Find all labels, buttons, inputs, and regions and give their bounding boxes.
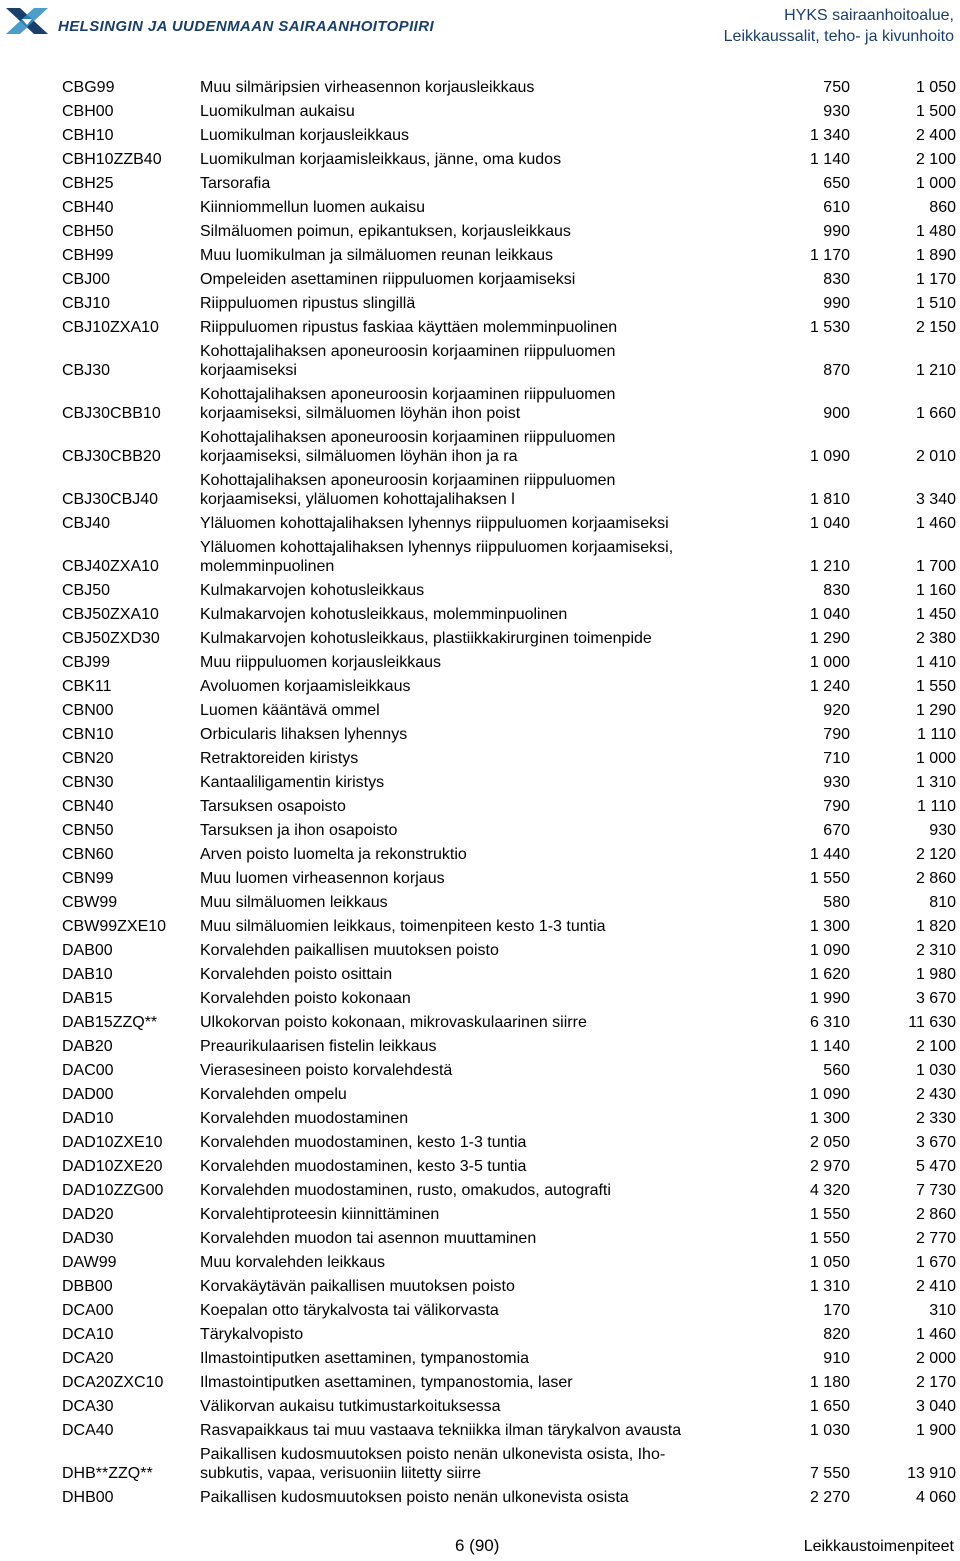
table-row [0,1011,960,1035]
procedure-description: Kiinniommellun luomen aukaisu [200,199,426,216]
procedure-code: CBJ10 [62,295,111,312]
procedure-table [0,76,960,1510]
procedure-code: DCA30 [62,1398,114,1415]
table-row [0,426,960,469]
price-value-2: 930 [929,822,956,839]
procedure-code: CBH00 [62,103,114,120]
table-row [0,579,960,603]
procedure-description: Korvalehden paikallisen muutoksen poisto [200,942,499,959]
procedure-code: DAD20 [62,1206,114,1223]
procedure-description: Muu luomen virheasennon korjaus [200,870,445,887]
price-value-2: 810 [929,894,956,911]
table-row [0,939,960,963]
price-value-2: 2 100 [915,151,956,168]
procedure-description: Kulmakarvojen kohotusleikkaus [200,582,425,599]
procedure-code: DAD10ZXE10 [62,1134,163,1151]
procedure-description: Muu silmäluomien leikkaus, toimenpiteen kesto 1-3 tuntia [200,918,606,935]
procedure-code: DCA00 [62,1302,114,1319]
table-row [0,1486,960,1510]
price-value-1: 1 140 [809,151,850,168]
price-value-1: 1 550 [809,870,850,887]
table-row [0,1107,960,1131]
procedure-code: DAB15 [62,990,113,1007]
table-row [0,196,960,220]
procedure-code: CBH99 [62,247,114,264]
procedure-code: CBJ50ZXD30 [62,630,160,647]
page-header [0,0,960,50]
procedure-code: CBJ30 [62,362,111,379]
table-row [0,747,960,771]
procedure-description: Ilmastointiputken asettaminen, tympanostomia, laser [200,1374,573,1391]
price-value-1: 990 [823,223,850,240]
procedure-code: CBH25 [62,175,114,192]
table-row [0,1035,960,1059]
procedure-code: CBN10 [62,726,114,743]
price-value-1: 1 620 [809,966,850,983]
price-value-1: 830 [823,582,850,599]
procedure-description: Korvalehden poisto kokonaan [200,990,411,1007]
table-row [0,1227,960,1251]
procedure-description: Korvalehden ompelu [200,1086,347,1103]
table-row [0,675,960,699]
table-row [0,469,960,512]
procedure-description: Muu luomikulman ja silmäluomen reunan leikkaus [200,247,554,264]
procedure-code: DCA10 [62,1326,114,1343]
price-value-2: 860 [929,199,956,216]
procedure-code: CBK11 [62,678,112,695]
price-value-1: 7 550 [809,1465,850,1482]
procedure-code: CBN50 [62,822,114,839]
procedure-description: Korvakäytävän paikallisen muutoksen poisto [200,1278,515,1295]
price-value-1: 1 210 [809,558,850,575]
cross-logo-icon [4,4,50,38]
price-value-1: 870 [823,362,850,379]
price-value-1: 1 050 [809,1254,850,1271]
price-value-2: 1 510 [915,295,956,312]
price-value-2: 1 000 [915,175,956,192]
procedure-description: Korvalehden poisto osittain [200,966,393,983]
table-row [0,148,960,172]
procedure-code: CBJ10ZXA10 [62,319,159,336]
procedure-description: Muu silmäripsien virheasennon korjausleikkaus [200,79,535,96]
price-value-1: 6 310 [809,1014,850,1031]
price-value-1: 750 [823,79,850,96]
price-value-1: 710 [823,750,850,767]
procedure-description: Välikorvan aukaisu tutkimustarkoituksessa [200,1398,501,1415]
header-department: Leikkaussalit, teho- ja kivunhoito [723,28,954,45]
price-value-1: 1 310 [809,1278,850,1295]
table-row [0,915,960,939]
price-value-1: 910 [823,1350,850,1367]
procedure-code: DAB00 [62,942,113,959]
procedure-description: Silmäluomen poimun, epikantuksen, korjausleikkaus [200,223,571,240]
procedure-code: DCA40 [62,1422,114,1439]
table-row [0,699,960,723]
table-row [0,795,960,819]
price-value-2: 1 410 [915,654,956,671]
price-value-1: 1 290 [809,630,850,647]
procedure-description: Korvalehtiproteesin kiinnittäminen [200,1206,440,1223]
procedure-description: Vierasesineen poisto korvalehdestä [200,1062,453,1079]
procedure-description: Kulmakarvojen kohotusleikkaus, plastiikkakirurginen toimenpide [200,630,652,647]
procedure-code: CBN20 [62,750,114,767]
price-value-2: 2 010 [915,448,956,465]
price-value-2: 1 900 [915,1422,956,1439]
price-value-2: 1 110 [917,798,956,815]
procedure-code: CBJ30CBB10 [62,405,161,422]
procedure-code: DAC00 [62,1062,114,1079]
table-row [0,1083,960,1107]
procedure-description: Tarsuksen osapoisto [200,798,346,815]
price-value-2: 1 500 [915,103,956,120]
table-row [0,723,960,747]
price-value-2: 1 460 [915,1326,956,1343]
procedure-code: DCA20ZXC10 [62,1374,164,1391]
table-row [0,771,960,795]
header-unit [724,5,954,47]
price-value-2: 11 630 [908,1014,956,1031]
table-row [0,1179,960,1203]
page-number: 6 (90) [455,1536,500,1555]
procedure-description: Kohottajalihaksen aponeuroosin korjaaminen riippuluomen korjaamiseksi, silmäluomen löyhän ihon poist [200,386,616,422]
procedure-description: Paikallisen kudosmuutoksen poisto nenän ulkonevista osista [200,1489,629,1506]
procedure-description: Riippuluomen ripustus slingillä [200,295,416,312]
price-value-2: 1 160 [915,582,956,599]
procedure-code: CBJ50 [62,582,111,599]
price-value-2: 2 170 [915,1374,956,1391]
price-value-2: 1 980 [915,966,956,983]
price-value-2: 2 000 [915,1350,956,1367]
price-value-2: 3 670 [915,990,956,1007]
price-value-1: 1 090 [809,942,850,959]
price-value-2: 3 040 [915,1398,956,1415]
price-value-1: 170 [823,1302,850,1319]
price-value-1: 2 050 [809,1134,850,1151]
price-value-1: 1 530 [809,319,850,336]
table-row [0,172,960,196]
price-value-2: 5 470 [915,1158,956,1175]
procedure-description: Ompeleiden asettaminen riippuluomen korjaamiseksi [200,271,576,288]
table-row [0,1203,960,1227]
procedure-description: Rasvapaikkaus tai muu vastaava tekniikka ilman tärykalvon avausta [200,1422,682,1439]
procedure-code: CBG99 [62,79,115,96]
procedure-description: Retraktoreiden kiristys [200,750,359,767]
price-value-2: 2 860 [915,1206,956,1223]
procedure-code: DBB00 [62,1278,113,1295]
price-value-2: 2 860 [915,870,956,887]
price-value-2: 1 000 [915,750,956,767]
price-value-1: 670 [823,822,850,839]
price-value-2: 2 330 [915,1110,956,1127]
price-value-1: 790 [823,726,850,743]
price-value-1: 650 [823,175,850,192]
price-value-2: 1 700 [915,558,956,575]
table-row [0,268,960,292]
procedure-code: CBJ30CBB20 [62,448,161,465]
procedure-code: CBJ00 [62,271,111,288]
procedure-code: DAB10 [62,966,113,983]
table-row [0,220,960,244]
table-row [0,76,960,100]
price-value-1: 930 [823,103,850,120]
price-value-1: 1 030 [809,1422,850,1439]
price-value-2: 1 660 [915,405,956,422]
price-value-2: 2 120 [915,846,956,863]
table-row [0,383,960,426]
procedure-description: Kohottajalihaksen aponeuroosin korjaaminen riippuluomen korjaamiseksi, yläluomen kohottajalihaksen l [200,472,616,508]
procedure-description: Korvalehden muodostaminen, kesto 1-3 tuntia [200,1134,527,1151]
table-row [0,316,960,340]
table-row [0,292,960,316]
table-row [0,1323,960,1347]
procedure-code: CBH10ZZB40 [62,151,162,168]
price-value-2: 2 430 [915,1086,956,1103]
procedure-code: CBW99ZXE10 [62,918,167,935]
price-value-1: 580 [823,894,850,911]
price-value-2: 1 110 [917,726,956,743]
table-row [0,603,960,627]
price-value-1: 1 040 [809,515,850,532]
price-value-2: 1 210 [915,362,956,379]
price-value-2: 1 890 [915,247,956,264]
procedure-description: Tarsorafia [200,175,271,192]
procedure-description: Kantaaliligamentin kiristys [200,774,385,791]
price-value-1: 1 090 [809,1086,850,1103]
procedure-code: CBN60 [62,846,114,863]
price-value-1: 1 340 [809,127,850,144]
price-value-2: 1 050 [915,79,956,96]
price-value-1: 820 [823,1326,850,1343]
procedure-code: CBJ30CBJ40 [62,491,159,508]
table-row [0,1299,960,1323]
price-value-2: 2 380 [915,630,956,647]
procedure-code: CBN99 [62,870,114,887]
price-value-1: 4 320 [809,1182,850,1199]
table-row [0,1347,960,1371]
price-value-2: 13 910 [907,1465,956,1482]
price-value-1: 1 300 [809,918,850,935]
procedure-description: Kulmakarvojen kohotusleikkaus, molemminpuolinen [200,606,568,623]
price-value-2: 1 030 [915,1062,956,1079]
procedure-code: DAD30 [62,1230,114,1247]
price-value-1: 1 000 [809,654,850,671]
table-row [0,819,960,843]
procedure-code: CBJ99 [62,654,111,671]
table-row [0,100,960,124]
price-value-1: 930 [823,774,850,791]
price-value-2: 1 670 [915,1254,956,1271]
price-value-2: 4 060 [915,1489,956,1506]
price-value-1: 560 [823,1062,850,1079]
price-value-2: 2 410 [915,1278,956,1295]
procedure-description: Luomikulman korjaamisleikkaus, jänne, oma kudos [200,151,562,168]
price-value-1: 1 810 [809,491,850,508]
procedure-description: Korvalehden muodostaminen [200,1110,409,1127]
price-value-1: 2 270 [809,1489,850,1506]
procedure-description: Orbicularis lihaksen lyhennys [200,726,408,743]
price-value-2: 1 170 [915,271,956,288]
procedure-description: Muu korvalehden leikkaus [200,1254,385,1271]
table-row [0,536,960,579]
procedure-code: DAW99 [62,1254,117,1271]
price-value-2: 3 340 [915,491,956,508]
procedure-description: Luomikulman aukaisu [200,103,355,120]
price-value-1: 830 [823,271,850,288]
procedure-code: DAB15ZZQ** [62,1014,158,1031]
price-value-1: 1 300 [809,1110,850,1127]
price-value-1: 2 970 [809,1158,850,1175]
price-value-2: 2 770 [915,1230,956,1247]
procedure-code: CBH40 [62,199,114,216]
table-row [0,843,960,867]
price-value-2: 1 480 [915,223,956,240]
price-value-1: 1 180 [809,1374,850,1391]
procedure-description: Korvalehden muodostaminen, kesto 3-5 tuntia [200,1158,527,1175]
table-row [0,1275,960,1299]
procedure-description: Kohottajalihaksen aponeuroosin korjaaminen riippuluomen korjaamiseksi [200,343,616,379]
procedure-description: Korvalehden muodon tai asennon muuttaminen [200,1230,537,1247]
footer-title: Leikkaustoimenpiteet [803,1538,954,1555]
price-value-1: 1 240 [809,678,850,695]
procedure-description: Avoluomen korjaamisleikkaus [200,678,411,695]
procedure-code: DCA20 [62,1350,114,1367]
procedure-code: DHB00 [62,1489,114,1506]
procedure-code: CBJ40 [62,515,111,532]
table-row [0,963,960,987]
price-value-2: 1 550 [915,678,956,695]
price-value-2: 1 290 [915,702,956,719]
price-value-2: 3 670 [915,1134,956,1151]
price-value-1: 1 550 [809,1206,850,1223]
procedure-code: CBH10 [62,127,114,144]
table-row [0,124,960,148]
procedure-code: CBW99 [62,894,118,911]
price-value-2: 1 450 [915,606,956,623]
table-row [0,1251,960,1275]
price-value-2: 310 [929,1302,956,1319]
price-value-1: 610 [823,199,850,216]
procedure-code: CBJ50ZXA10 [62,606,159,623]
procedure-description: Yläluomen kohottajalihaksen lyhennys riippuluomen korjaamiseksi [200,515,669,532]
procedure-description: Riippuluomen ripustus faskiaa käyttäen molemminpuolinen [200,319,618,336]
price-value-1: 1 140 [809,1038,850,1055]
table-row [0,1443,960,1486]
procedure-description: Koepalan otto tärykalvosta tai välikorvasta [200,1302,499,1319]
price-value-2: 2 400 [915,127,956,144]
procedure-description: Korvalehden muodostaminen, rusto, omakudos, autografti [200,1182,611,1199]
table-row [0,891,960,915]
procedure-code: DHB**ZZQ** [62,1465,153,1482]
procedure-description: Tärykalvopisto [200,1326,304,1343]
procedure-description: Ilmastointiputken asettaminen, tympanostomia [200,1350,530,1367]
table-row [0,651,960,675]
table-row [0,1419,960,1443]
table-row [0,244,960,268]
table-row [0,1395,960,1419]
procedure-description: Preaurikulaarisen fistelin leikkaus [200,1038,437,1055]
procedure-code: DAB20 [62,1038,113,1055]
table-row [0,867,960,891]
procedure-description: Muu riippuluomen korjausleikkaus [200,654,442,671]
table-row [0,627,960,651]
price-value-2: 2 310 [915,942,956,959]
procedure-description: Luomen kääntävä ommel [200,702,380,719]
table-row [0,340,960,383]
procedure-code: DAD10 [62,1110,114,1127]
price-value-2: 1 460 [915,515,956,532]
price-value-1: 1 090 [809,448,850,465]
procedure-code: DAD10ZXE20 [62,1158,163,1175]
procedure-description: Arven poisto luomelta ja rekonstruktio [200,846,467,863]
table-row [0,1059,960,1083]
price-value-1: 1 990 [809,990,850,1007]
procedure-code: CBH50 [62,223,114,240]
procedure-description: Kohottajalihaksen aponeuroosin korjaaminen riippuluomen korjaamiseksi, silmäluomen löyhän ihon ja ra [200,429,616,465]
price-value-1: 920 [823,702,850,719]
price-value-1: 900 [823,405,850,422]
procedure-description: Luomikulman korjausleikkaus [200,127,409,144]
procedure-code: CBJ40ZXA10 [62,558,159,575]
procedure-description: Muu silmäluomen leikkaus [200,894,388,911]
price-value-2: 2 100 [915,1038,956,1055]
price-value-1: 1 650 [809,1398,850,1415]
price-value-1: 1 550 [809,1230,850,1247]
price-value-2: 2 150 [915,319,956,336]
procedure-code: DAD10ZZG00 [62,1182,164,1199]
price-value-1: 1 440 [809,846,850,863]
price-value-1: 990 [823,295,850,312]
org-name: HELSINGIN JA UUDENMAAN SAIRAANHOITOPIIRI [58,18,435,35]
procedure-code: CBN30 [62,774,114,791]
table-row [0,512,960,536]
table-row [0,987,960,1011]
procedure-code: CBN00 [62,702,114,719]
price-value-2: 1 310 [915,774,956,791]
price-value-1: 1 040 [809,606,850,623]
procedure-description: Ulkokorvan poisto kokonaan, mikrovaskulaarinen siirre [200,1014,587,1031]
table-row [0,1371,960,1395]
price-value-1: 1 170 [809,247,850,264]
table-row [0,1131,960,1155]
procedure-code: CBN40 [62,798,114,815]
header-area: HYKS sairaanhoitoalue, [784,7,954,24]
price-value-1: 790 [823,798,850,815]
procedure-code: DAD00 [62,1086,114,1103]
procedure-description: Tarsuksen ja ihon osapoisto [200,822,398,839]
procedure-description: Yläluomen kohottajalihaksen lyhennys riippuluomen korjaamiseksi, molemminpuolinen [200,539,674,575]
table-row [0,1155,960,1179]
page-footer [0,1536,960,1560]
price-value-2: 1 820 [915,918,956,935]
procedure-description: Paikallisen kudosmuutoksen poisto nenän ulkonevista osista, Iho- subkutis, vapaa, verisuoniin liitetty siirre [200,1446,666,1482]
price-value-2: 7 730 [915,1182,956,1199]
